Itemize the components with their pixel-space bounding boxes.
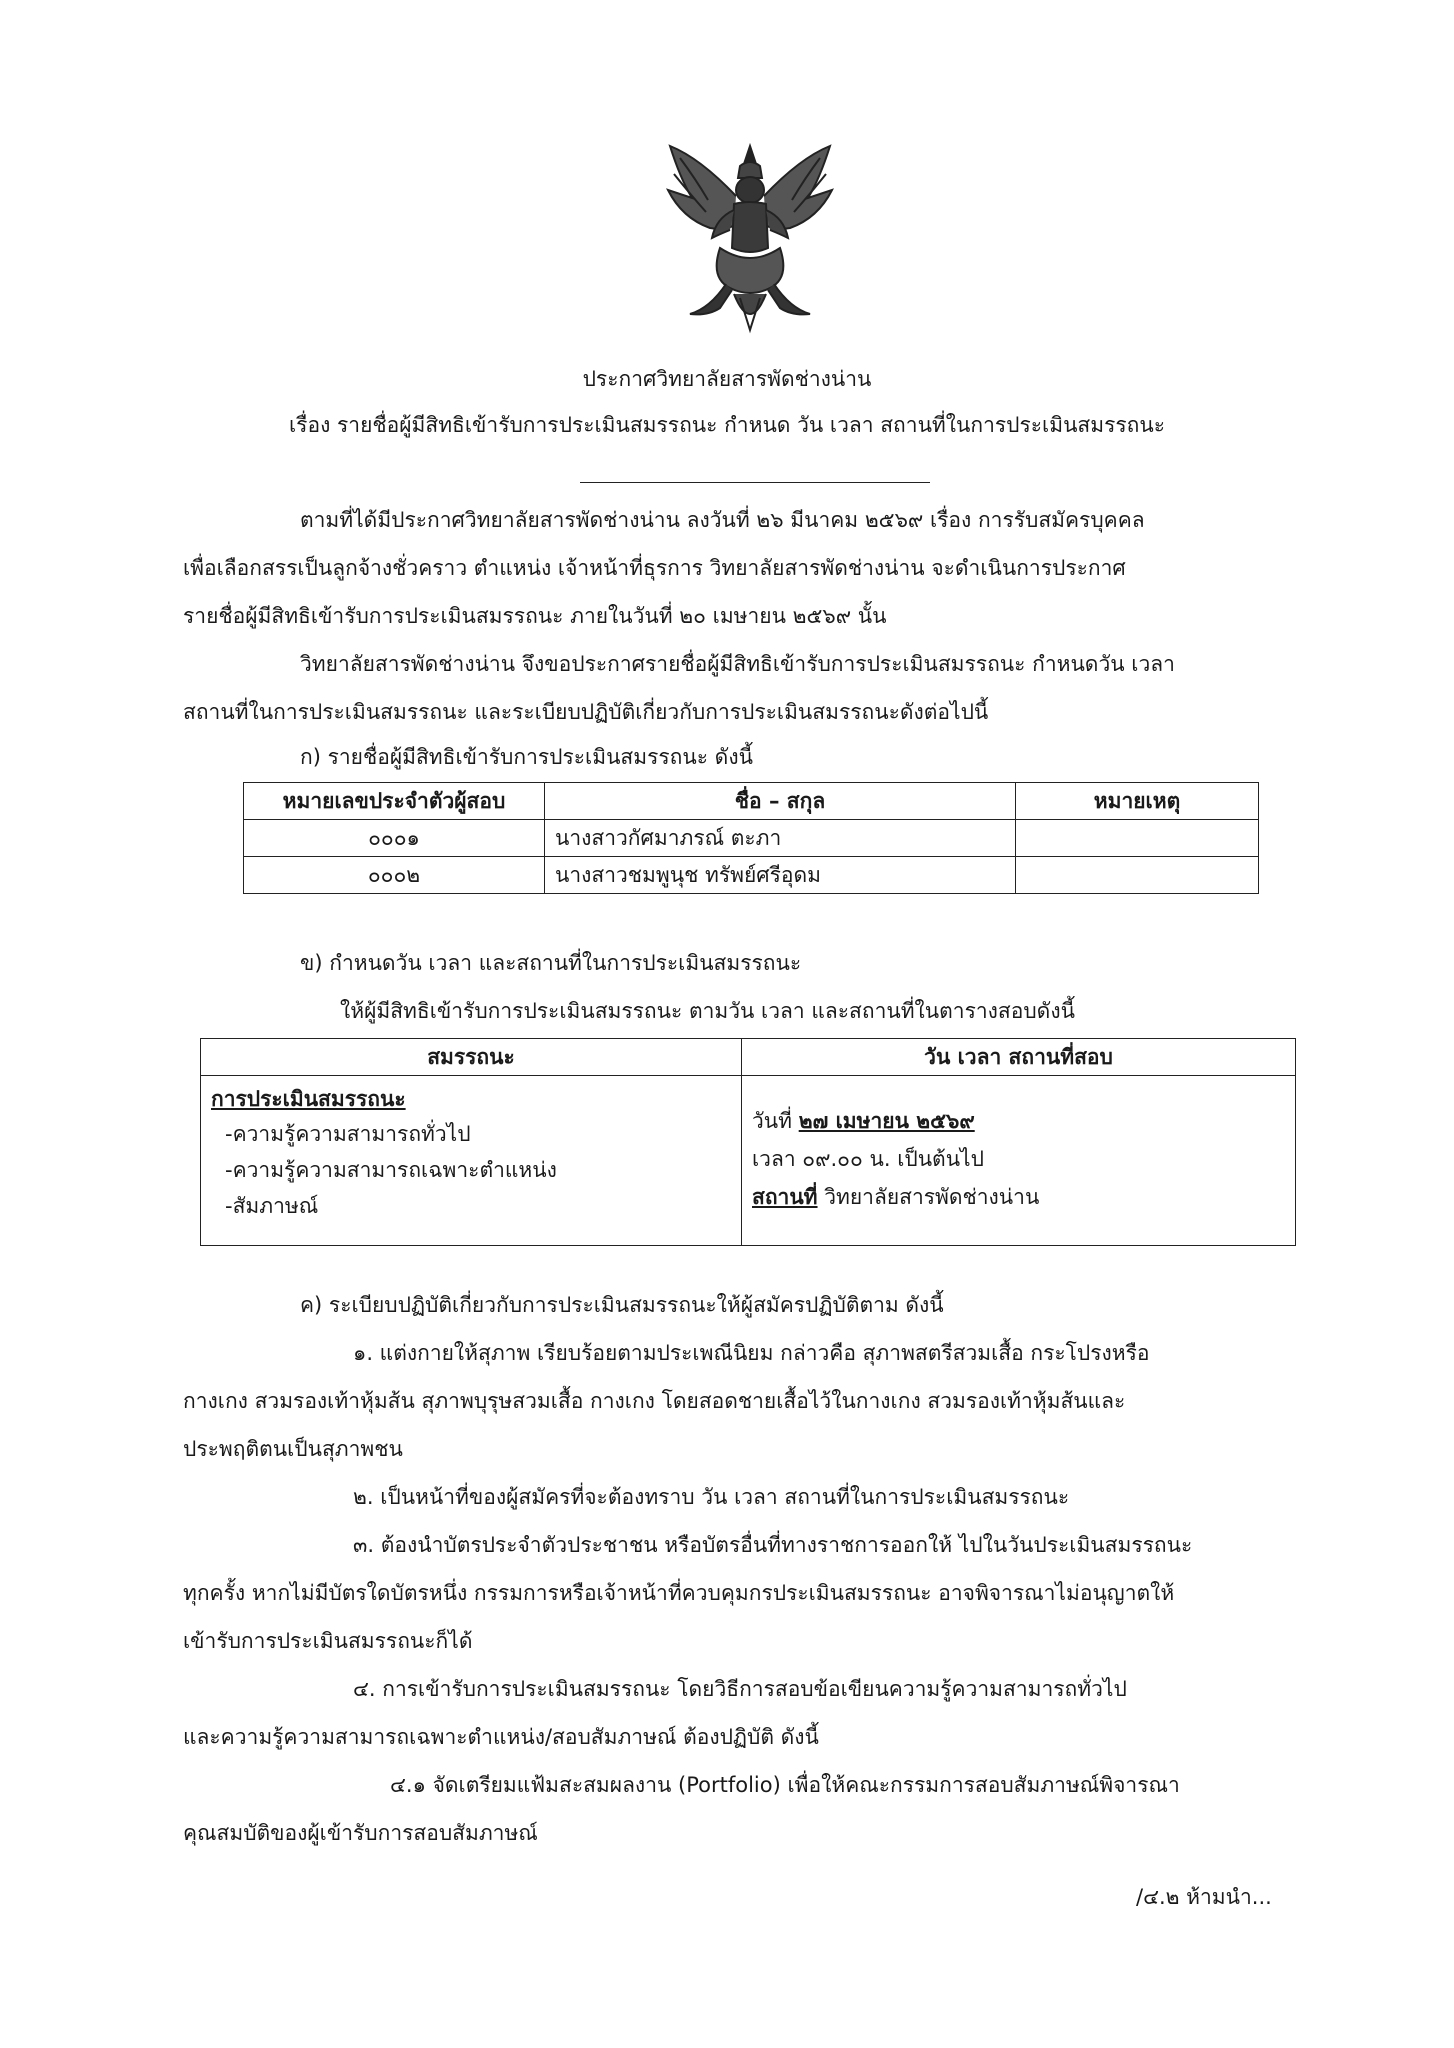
rule-4-line1: ๔. การเข้ารับการประเมินสมรรถนะ โดยวิธีการสอบข้อเขียนความรู้ความสามารถทั่วไป xyxy=(353,1677,1127,1701)
rule-4-1-line2: คุณสมบัติของผู้เข้ารับการสอบสัมภาษณ์ xyxy=(183,1821,538,1845)
intro-p1-line2: เพื่อเลือกสรรเป็นลูกจ้างชั่วคราว ตำแหน่ง เจ้าหน้าที่ธุรการ วิทยาลัยสารพัดช่างน่าน จะดำเนินการประกาศ xyxy=(183,556,1126,580)
rule-3-line2: ทุกครั้ง หากไม่มีบัตรใดบัตรหนึ่ง กรรมการหรือเจ้าหน้าที่ควบคุมกรประเมินสมรรถนะ อาจพิจารณาไม่อนุญาตให้ xyxy=(183,1581,1175,1605)
rule-4-line2: และความรู้ความสามารถเฉพาะตำแหน่ง/สอบสัมภาษณ์ ต้องปฏิบัติ ดังนี้ xyxy=(183,1725,819,1749)
column-header-schedule: วัน เวลา สถานที่สอบ xyxy=(742,1039,1296,1076)
rule-1-line2: กางเกง สวมรองเท้าหุ้มส้น สุภาพบุรุษสวมเสื้อ กางเกง โดยสอดชายเสื้อไว้ในกางเกง สวมรองเท้าหุ้มส้นและ xyxy=(183,1389,1126,1413)
rule-1-line3: ประพฤติตนเป็นสุภาพชน xyxy=(183,1437,403,1461)
garuda-emblem xyxy=(650,138,850,338)
competency-item: -ความรู้ความสามารถทั่วไป xyxy=(225,1122,471,1146)
schedule-cell xyxy=(742,1076,1296,1246)
schedule-table xyxy=(200,1038,1296,1246)
page-continuation: /๔.๒ ห้ามนำ... xyxy=(1136,1885,1272,1909)
candidate-id: ๐๐๐๒ xyxy=(244,857,545,894)
competency-item: -ความรู้ความสามารถเฉพาะตำแหน่ง xyxy=(225,1158,557,1182)
rule-1-line1: ๑. แต่งกายให้สุภาพ เรียบร้อยตามประเพณีนิยม กล่าวคือ สุภาพสตรีสวมเสื้อ กระโปรงหรือ xyxy=(353,1341,1150,1365)
rule-2: ๒. เป็นหน้าที่ของผู้สมัครที่จะต้องทราบ วัน เวลา สถานที่ในการประเมินสมรรถนะ xyxy=(353,1485,1070,1509)
candidate-name: นางสาวกัศมาภรณ์ ตะภา xyxy=(545,820,1016,857)
exam-date-prefix: วันที่ xyxy=(752,1109,792,1133)
intro-p1-line3: รายชื่อผู้มีสิทธิเข้ารับการประเมินสมรรถนะ ภายในวันที่ ๒๐ เมษายน ๒๕๖๙ นั้น xyxy=(183,604,887,628)
table-header-row xyxy=(244,783,1259,820)
intro-p1-line1: ตามที่ได้มีประกาศวิทยาลัยสารพัดช่างน่าน ลงวันที่ ๒๖ มีนาคม ๒๕๖๙ เรื่อง การรับสมัครบุคคล xyxy=(300,508,1145,532)
candidate-id: ๐๐๐๑ xyxy=(244,820,545,857)
exam-place-label: สถานที่ xyxy=(752,1185,818,1209)
competency-item-label: ความรู้ความสามารถทั่วไป xyxy=(232,1122,471,1146)
competency-cell xyxy=(201,1076,742,1246)
column-header-competency: สมรรถนะ xyxy=(201,1039,742,1076)
section-b-subheading: ให้ผู้มีสิทธิเข้ารับการประเมินสมรรถนะ ตามวัน เวลา และสถานที่ในตารางสอบดังนี้ xyxy=(340,999,1075,1023)
rule-3-line1: ๓. ต้องนำบัตรประจำตัวประชาชน หรือบัตรอื่นที่ทางราชการออกให้ ไปในวันประเมินสมรรถนะ xyxy=(353,1533,1193,1557)
candidate-note xyxy=(1016,820,1259,857)
exam-date xyxy=(752,1102,1285,1140)
column-header-id: หมายเลขประจำตัวผู้สอบ xyxy=(244,783,545,820)
candidate-note xyxy=(1016,857,1259,894)
competency-title: การประเมินสมรรถนะ xyxy=(211,1087,406,1111)
exam-place-value: วิทยาลัยสารพัดช่างน่าน xyxy=(824,1185,1040,1209)
exam-time: เวลา ๐๙.๐๐ น. เป็นต้นไป xyxy=(752,1147,984,1171)
table-row xyxy=(244,857,1259,894)
rule-4-1-line1: ๔.๑ จัดเตรียมแฟ้มสะสมผลงาน (Portfolio) เพื่อให้คณะกรรมการสอบสัมภาษณ์พิจารณา xyxy=(390,1773,1180,1797)
column-header-note: หมายเหตุ xyxy=(1016,783,1259,820)
table-row xyxy=(244,820,1259,857)
section-a-heading: ก) รายชื่อผู้มีสิทธิเข้ารับการประเมินสมรรถนะ ดังนี้ xyxy=(300,745,753,769)
competency-item-label: ความรู้ความสามารถเฉพาะตำแหน่ง xyxy=(232,1158,557,1182)
competency-item: -สัมภาษณ์ xyxy=(225,1194,319,1218)
intro-p2-line2: สถานที่ในการประเมินสมรรถนะ และระเบียบปฏิบัติเกี่ยวกับการประเมินสมรรถนะดังต่อไปนี้ xyxy=(183,700,989,724)
competency-item-label: สัมภาษณ์ xyxy=(232,1194,319,1218)
table-header-row xyxy=(201,1039,1296,1076)
section-b-heading: ข) กำหนดวัน เวลา และสถานที่ในการประเมินสมรรถนะ xyxy=(300,951,802,975)
column-header-name: ชื่อ – สกุล xyxy=(545,783,1016,820)
candidates-table xyxy=(243,782,1259,894)
rule-3-line3: เข้ารับการประเมินสมรรถนะก็ได้ xyxy=(183,1629,473,1653)
exam-place xyxy=(752,1178,1285,1216)
table-row xyxy=(201,1076,1296,1246)
candidate-name: นางสาวชมพูนุช ทรัพย์ศรีอุดม xyxy=(545,857,1016,894)
announcement-subject: เรื่อง รายชื่อผู้มีสิทธิเข้ารับการประเมินสมรรถนะ กำหนด วัน เวลา สถานที่ในการประเมินสมรรถนะ xyxy=(289,413,1165,437)
exam-date-value: ๒๗ เมษายน ๒๕๖๙ xyxy=(798,1109,975,1133)
intro-p2-line1: วิทยาลัยสารพัดช่างน่าน จึงขอประกาศรายชื่อผู้มีสิทธิเข้ารับการประเมินสมรรถนะ กำหนดวัน เวลา xyxy=(300,652,1175,676)
announcement-title: ประกาศวิทยาลัยสารพัดช่างน่าน xyxy=(582,367,872,391)
section-c-heading: ค) ระเบียบปฏิบัติเกี่ยวกับการประเมินสมรรถนะให้ผู้สมัครปฏิบัติตาม ดังนี้ xyxy=(300,1293,944,1317)
title-divider xyxy=(580,482,930,483)
